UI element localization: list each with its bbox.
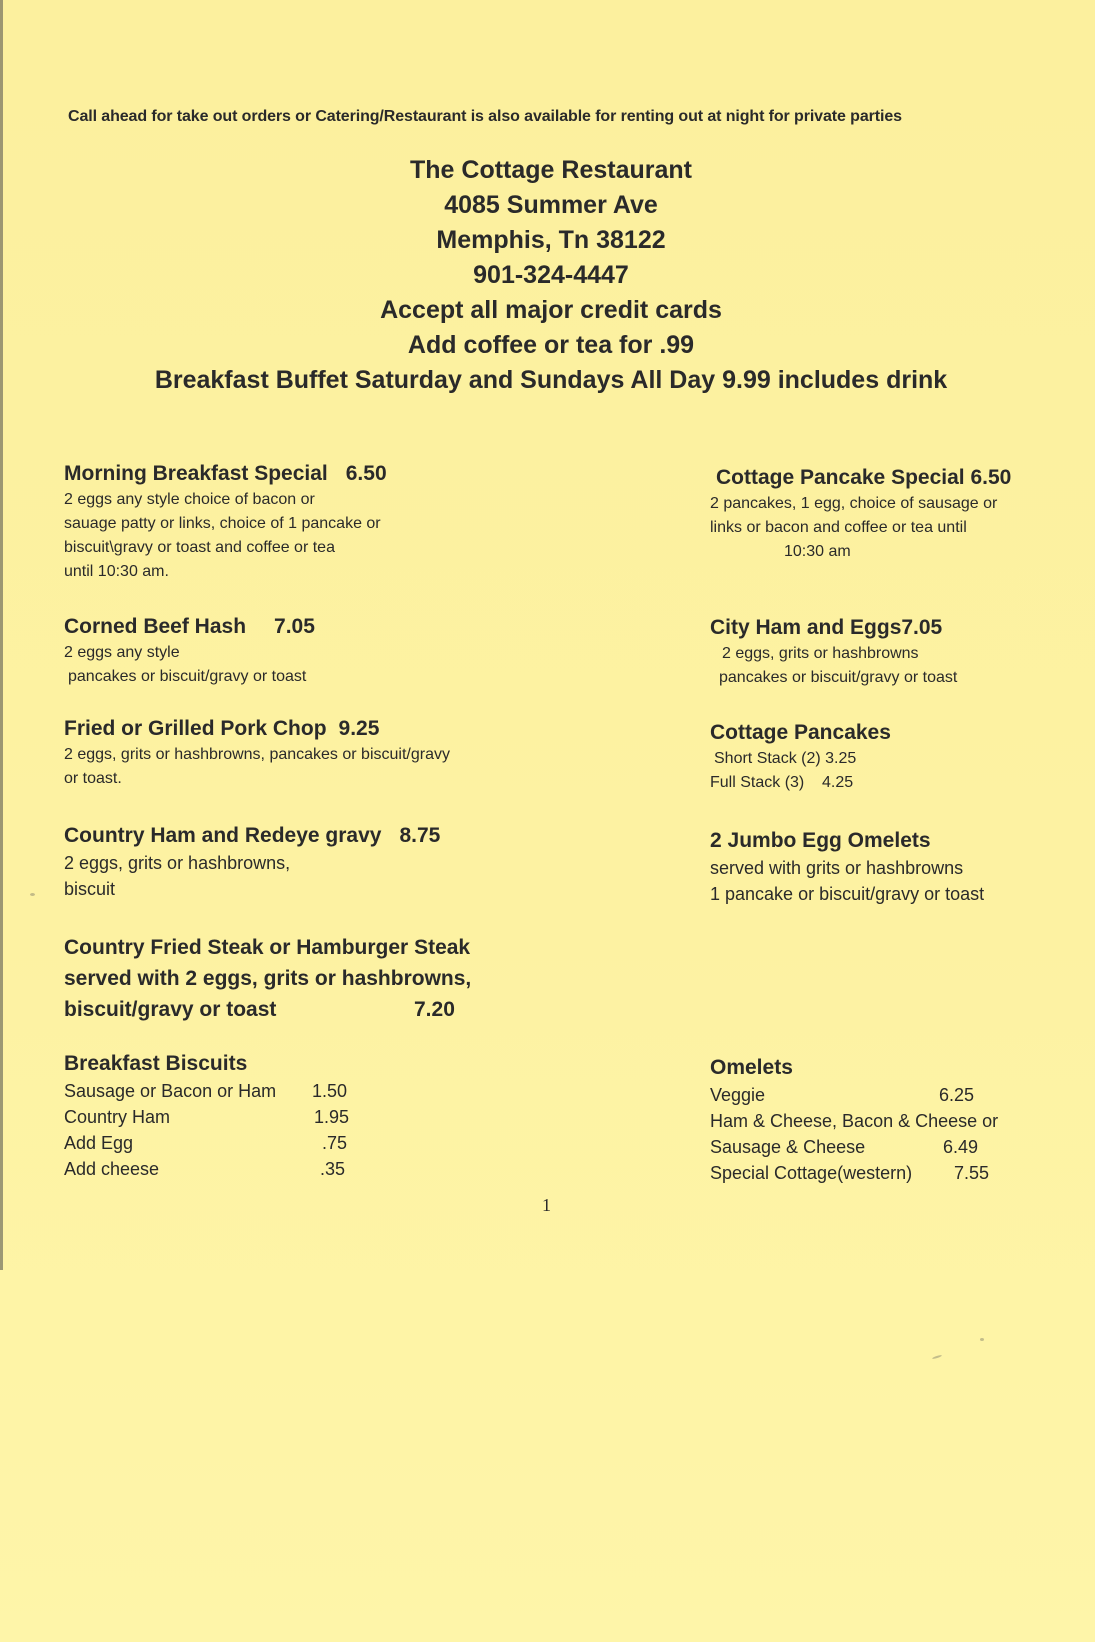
price-row xyxy=(710,1108,1090,1134)
item-price: 7.20 xyxy=(414,998,455,1021)
restaurant-street: 4085 Summer Ave xyxy=(444,191,658,219)
price-row xyxy=(64,1104,584,1130)
description-line: links or bacon and coffee or tea until xyxy=(710,519,967,536)
item-description xyxy=(710,747,1090,795)
description-line: sauage patty or links, choice of 1 pancake or xyxy=(64,515,381,532)
item-title-line xyxy=(64,613,584,641)
item-title: Cottage Pancakes xyxy=(710,721,891,744)
price-row-price: 7.55 xyxy=(954,1163,990,1183)
description-line: 2 eggs any style xyxy=(64,644,180,661)
price-row xyxy=(710,1134,1090,1160)
menu-item-country-ham xyxy=(64,822,584,902)
item-title-line xyxy=(64,822,584,850)
price-row xyxy=(64,1130,584,1156)
description-line: 2 pancakes, 1 egg, choice of sausage or xyxy=(710,495,998,512)
item-title: biscuit/gravy or toast xyxy=(64,998,277,1021)
description-line: biscuit\gravy or toast and coffee or tea xyxy=(64,539,335,556)
price-row-label: Sausage or Bacon or Ham xyxy=(64,1081,277,1101)
item-title: Country Ham and Redeye gravy xyxy=(64,824,382,847)
price-row-label: Veggie xyxy=(710,1085,766,1105)
item-description xyxy=(64,743,584,791)
price-row xyxy=(64,1078,584,1104)
paper-speck xyxy=(932,1355,942,1360)
section-title: Omelets xyxy=(710,1056,793,1079)
price-row-label: Ham & Cheese, Bacon & Cheese or xyxy=(710,1111,999,1131)
price-row xyxy=(64,1156,584,1182)
description-line: 2 eggs, grits or hashbrowns, xyxy=(64,853,291,873)
description-line: served with grits or hashbrowns xyxy=(710,858,964,878)
menu-item-cottage-pancake-special xyxy=(710,464,1090,564)
item-title-line: Country Fried Steak or Hamburger Steak xyxy=(64,936,471,959)
item-title: City Ham and Eggs7.05 xyxy=(710,616,943,639)
price-row-price: 1.50 xyxy=(312,1081,348,1101)
price-row-label: Add cheese xyxy=(64,1159,160,1179)
description-line: or toast. xyxy=(64,770,122,787)
biscuit-price-list xyxy=(64,1078,584,1182)
section-title: Breakfast Biscuits xyxy=(64,1052,248,1075)
buffet-note: Breakfast Buffet Saturday and Sundays All Day 9.99 includes drink xyxy=(154,366,948,394)
price-row-price: 6.25 xyxy=(939,1085,975,1105)
price-row-label: Special Cottage(western) xyxy=(710,1163,913,1183)
price-row xyxy=(710,1082,1090,1108)
menu-section-omelets xyxy=(710,1054,1090,1186)
paper-speck xyxy=(30,893,35,896)
item-title: Cottage Pancake Special 6.50 xyxy=(716,466,1012,489)
item-title-line xyxy=(64,460,584,488)
price-row-price: .35 xyxy=(320,1159,346,1179)
description-line: pancakes or biscuit/gravy or toast xyxy=(68,668,307,685)
menu-section-breakfast-biscuits xyxy=(64,1050,584,1182)
restaurant-header xyxy=(0,153,1095,398)
price-row-price: .75 xyxy=(322,1133,348,1153)
description-line: Short Stack (2) 3.25 xyxy=(714,750,857,767)
top-note: Call ahead for take out orders or Catering/Restaurant is also available for renting out at night for private parties xyxy=(68,108,902,125)
item-title-line xyxy=(64,994,584,1025)
menu-item-pork-chop xyxy=(64,715,584,791)
paper-speck xyxy=(980,1338,984,1341)
item-title: 2 Jumbo Egg Omelets xyxy=(710,829,931,852)
omelet-price-list xyxy=(710,1082,1090,1186)
item-description xyxy=(64,850,584,902)
item-title-line: served with 2 eggs, grits or hashbrowns, xyxy=(64,967,472,990)
item-price: 6.50 xyxy=(345,462,387,485)
item-title: Corned Beef Hash xyxy=(64,615,247,638)
description-line: biscuit xyxy=(64,879,116,899)
coffee-note: Add coffee or tea for .99 xyxy=(407,331,695,359)
item-description xyxy=(64,641,584,689)
description-line: Full Stack (3) 4.25 xyxy=(710,774,854,791)
price-row-label: Country Ham xyxy=(64,1107,171,1127)
item-price: 9.25 xyxy=(338,717,380,740)
page-number: 1 xyxy=(542,1195,551,1215)
menu-item-city-ham-and-eggs xyxy=(710,614,1090,690)
menu-item-corned-beef-hash xyxy=(64,613,584,689)
item-title: Fried or Grilled Pork Chop xyxy=(64,717,327,740)
price-row-price: 6.49 xyxy=(943,1137,979,1157)
item-title: Morning Breakfast Special xyxy=(64,462,328,485)
menu-section-cottage-pancakes xyxy=(710,719,1090,795)
menu-item-country-fried-steak xyxy=(64,932,584,1025)
item-title-line xyxy=(64,715,584,743)
item-price: 8.75 xyxy=(399,824,441,847)
item-description xyxy=(710,855,1090,907)
restaurant-city: Memphis, Tn 38122 xyxy=(436,226,666,254)
item-description xyxy=(64,488,584,584)
item-description xyxy=(710,492,1090,564)
description-line: 1 pancake or biscuit/gravy or toast xyxy=(710,884,985,904)
item-price: 7.05 xyxy=(274,615,315,638)
price-row-label: Sausage & Cheese xyxy=(710,1137,866,1157)
price-row-price: 1.95 xyxy=(314,1107,350,1127)
item-description xyxy=(710,642,1090,690)
description-line: until 10:30 am. xyxy=(64,563,169,580)
description-line: pancakes or biscuit/gravy or toast xyxy=(719,669,958,686)
restaurant-phone: 901-324-4447 xyxy=(473,261,629,289)
price-row-label: Add Egg xyxy=(64,1133,134,1153)
price-row xyxy=(710,1160,1090,1186)
description-line: 10:30 am xyxy=(784,543,851,560)
restaurant-name: The Cottage Restaurant xyxy=(410,156,692,184)
menu-item-morning-breakfast-special xyxy=(64,460,584,584)
credit-card-note: Accept all major credit cards xyxy=(380,296,722,324)
description-line: 2 eggs, grits or hashbrowns, pancakes or biscuit/gravy xyxy=(64,746,450,763)
description-line: 2 eggs, grits or hashbrowns xyxy=(722,645,919,662)
description-line: 2 eggs any style choice of bacon or xyxy=(64,491,315,508)
menu-item-jumbo-egg-omelets xyxy=(710,827,1090,907)
